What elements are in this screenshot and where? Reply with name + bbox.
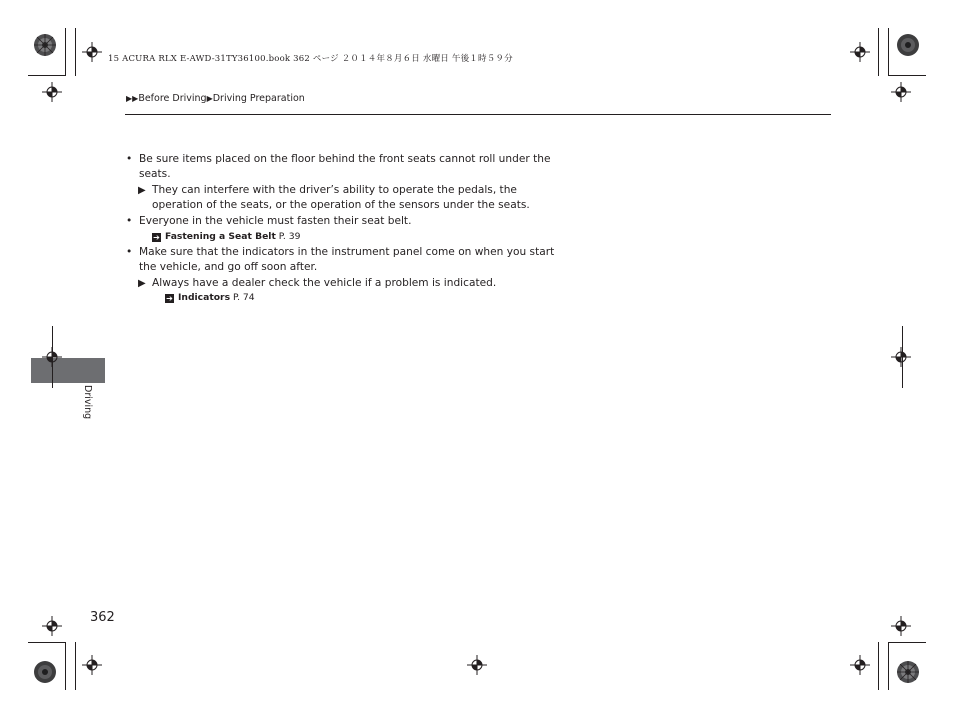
color-target-icon: [896, 33, 920, 57]
reference-page[interactable]: P. 74: [232, 292, 255, 303]
note-arrow-icon: ▶: [138, 185, 146, 196]
registration-mark-icon: [850, 655, 870, 675]
crop-line: [878, 642, 879, 690]
crop-line: [888, 75, 926, 76]
cross-reference-indicators[interactable]: [165, 292, 255, 303]
cross-reference-seat-belt[interactable]: [152, 231, 300, 242]
crop-line: [888, 642, 889, 690]
bullet-item-indicators: [126, 245, 558, 277]
crop-line: [28, 642, 66, 643]
header-rule: [125, 114, 831, 115]
bullet-text: Everyone in the vehicle must fasten their seat belt.: [139, 215, 412, 227]
crop-line: [28, 75, 66, 76]
registration-mark-icon: [891, 616, 911, 636]
reference-arrow-icon: ➔: [153, 233, 160, 242]
crop-line: [888, 642, 926, 643]
crop-line: [65, 28, 66, 76]
reference-page[interactable]: P. 39: [278, 231, 301, 242]
note-item-dealer-check: [138, 276, 570, 292]
registration-mark-icon: [42, 616, 62, 636]
reference-label[interactable]: Fastening a Seat Belt: [165, 231, 276, 242]
bullet-item-floor-items: [126, 152, 558, 184]
breadcrumb-arrow-icon: ▶▶: [126, 94, 139, 103]
reference-arrow-icon: ➔: [166, 294, 173, 303]
crop-line: [75, 642, 76, 690]
breadcrumb-section-link[interactable]: Before Driving: [138, 93, 207, 104]
registration-mark-icon: [82, 655, 102, 675]
color-target-icon: [33, 660, 57, 684]
color-target-icon: [33, 33, 57, 57]
registration-mark-icon: [467, 655, 487, 675]
bullet-icon: •: [126, 153, 133, 165]
registration-mark-icon: [891, 82, 911, 102]
note-arrow-icon: ▶: [138, 278, 146, 289]
breadcrumb: [126, 93, 305, 104]
bullet-text: Make sure that the indicators in the instrument panel come on when you start the vehicle, and go off soon after.: [139, 246, 555, 274]
registration-mark-icon: [891, 347, 911, 367]
reference-label[interactable]: Indicators: [178, 292, 231, 303]
print-header: 15 ACURA RLX E-AWD-31TY36100.book 362 ページ ２０１４年８月６日 水曜日 午後１時５９分: [108, 54, 513, 64]
crop-line: [75, 28, 76, 76]
bullet-item-seat-belt: [126, 214, 558, 230]
color-target-icon: [896, 660, 920, 684]
bullet-text: Be sure items placed on the floor behind the front seats cannot roll under the seats.: [139, 153, 551, 181]
breadcrumb-separator-icon: ▶: [206, 94, 213, 103]
bullet-icon: •: [126, 246, 133, 258]
crop-line: [65, 642, 66, 690]
registration-mark-icon: [850, 42, 870, 62]
registration-mark-icon: [82, 42, 102, 62]
note-item-pedals: [138, 183, 570, 215]
crop-line: [878, 28, 879, 76]
note-text: Always have a dealer check the vehicle if a problem is indicated.: [152, 277, 497, 289]
crop-line: [888, 28, 889, 76]
page-number: 362: [90, 610, 115, 625]
breadcrumb-subsection-link[interactable]: Driving Preparation: [212, 93, 305, 104]
bullet-icon: •: [126, 215, 133, 227]
registration-mark-icon: [42, 347, 62, 367]
section-side-label: Driving: [82, 385, 93, 420]
note-text: They can interfere with the driver’s ability to operate the pedals, the operation of the seats, or the operation of the sensors under the seats.: [152, 184, 530, 212]
registration-mark-icon: [42, 82, 62, 102]
